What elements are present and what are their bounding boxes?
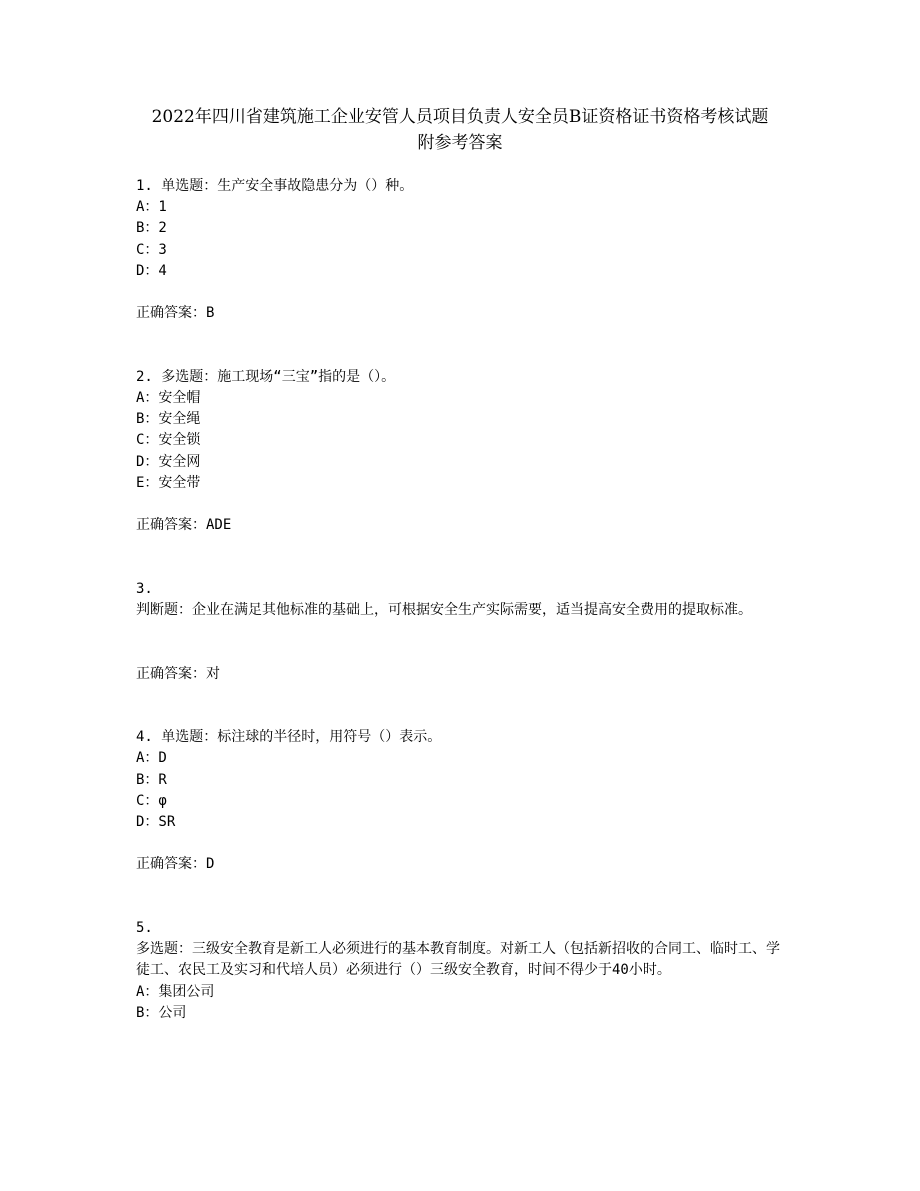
option-d: D：4: [136, 262, 167, 279]
title-line-1: 2022年四川省建筑施工企业安管人员项目负责人安全员B证资格证书资格考核试题: [151, 107, 769, 127]
option-c: C：3: [136, 241, 167, 258]
question-2: [136, 367, 786, 537]
question-number: 5.: [136, 919, 153, 936]
option-c: C：安全锁: [136, 432, 201, 449]
question-stem: 4. 单选题：标注球的半径时，用符号（）表示。: [136, 729, 442, 746]
question-stem: 判断题：企业在满足其他标准的基础上，可根据安全生产实际需要，适当提高安全费用的提取标准。: [136, 602, 752, 618]
document-title: [110, 104, 810, 156]
correct-answer: 正确答案：D: [136, 856, 215, 873]
question-3: [136, 579, 786, 685]
option-b: B：公司: [136, 1004, 187, 1021]
title-line-2: 附参考答案: [417, 133, 503, 153]
question-4: [136, 727, 786, 875]
correct-answer: 正确答案：对: [136, 665, 220, 682]
option-b: B：2: [136, 220, 167, 237]
question-1: [136, 176, 786, 324]
question-number: 3.: [136, 580, 153, 597]
option-a: A：安全帽: [136, 390, 201, 406]
option-e: E：安全带: [136, 474, 201, 491]
option-b: B：安全绳: [136, 411, 201, 428]
option-d: D：安全网: [136, 453, 201, 470]
option-c: C：φ: [136, 792, 167, 809]
correct-answer: 正确答案：B: [136, 305, 215, 322]
option-a: A：集团公司: [136, 983, 215, 1000]
question-stem: 多选题：三级安全教育是新工人必须进行的基本教育制度。对新工人（包括新招收的合同工、临时工、学徒工、农民工及实习和代培人员）必须进行（）三级安全教育，时间不得少于40小时。: [136, 941, 780, 979]
question-stem: 2. 多选题：施工现场“三宝”指的是（）。: [136, 368, 396, 385]
question-5: [136, 918, 786, 1024]
option-a: A：D: [136, 750, 167, 767]
question-stem: 1. 单选题：生产安全事故隐患分为（）种。: [136, 178, 414, 194]
option-a: A：1: [136, 199, 167, 216]
question-list: [136, 176, 786, 1024]
correct-answer: 正确答案：ADE: [136, 517, 232, 534]
option-b: B：R: [136, 771, 167, 788]
option-d: D：SR: [136, 814, 176, 830]
